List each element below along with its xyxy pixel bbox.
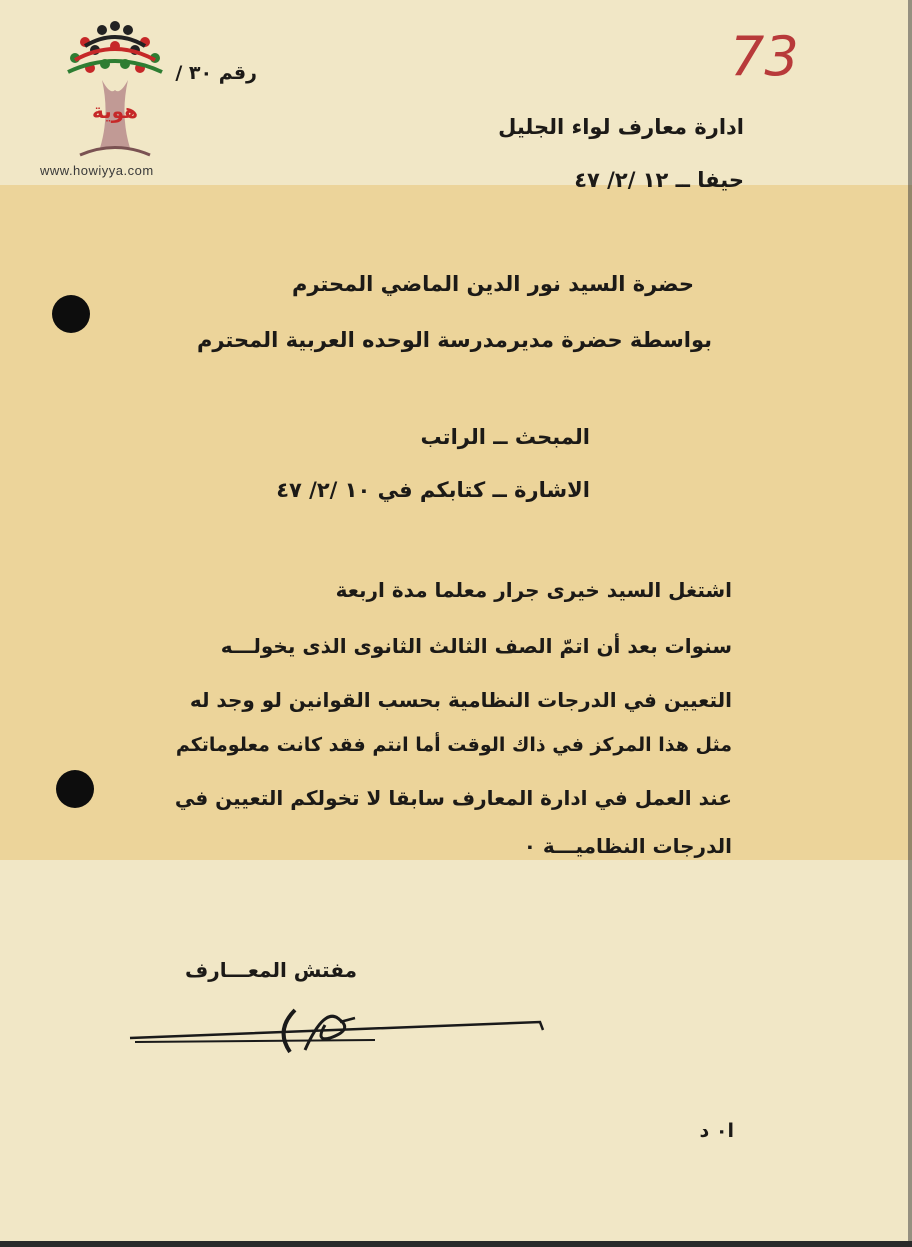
- body-line-3: التعيين في الدرجات النظامية بحسب القوانين لو وجد له: [189, 688, 732, 712]
- handwritten-signature: [125, 1000, 555, 1070]
- footer-initials: ا٠ د: [699, 1120, 734, 1142]
- scan-edge-right: [908, 0, 912, 1247]
- body-line-2: سنوات بعد أن اتمّ الصف الثالث الثانوى الذى يخولـــه: [220, 634, 732, 658]
- scan-edge-bottom: [0, 1241, 912, 1247]
- punch-hole-bottom: [56, 770, 94, 808]
- recipient-line-2: بواسطة حضرة مديرمدرسة الوحده العربية المحترم: [196, 328, 712, 352]
- subject-topic: المبحث ــ الراتب: [420, 425, 590, 449]
- signatory-title: مفتش المعـــارف: [184, 958, 357, 982]
- body-line-4: مثل هذا المركز في ذاك الوقت أما انتم فقد كانت معلوماتكم: [175, 734, 732, 756]
- brand-url: www.howiyya.com: [40, 163, 154, 178]
- ref-number: رقم ٣٠ /: [175, 62, 257, 84]
- recipient-line-1: حضرة السيد نور الدين الماضي المحترم: [291, 272, 694, 296]
- logo-wordmark: هوية: [91, 99, 139, 123]
- body-line-5: عند العمل في ادارة المعارف سابقا لا تخولكم التعيين في: [174, 786, 732, 810]
- body-line-1: اشتغل السيد خيرى جرار معلما مدة اربعة: [335, 578, 732, 602]
- howiyya-logo: [40, 20, 190, 180]
- logo-people: [68, 21, 162, 73]
- place-date: حيفا ــ ١٢ /٢/ ٤٧: [574, 168, 744, 192]
- punch-hole-top: [52, 295, 90, 333]
- subject-reference: الاشارة ــ كتابكم في ١٠ /٢/ ٤٧: [276, 478, 590, 502]
- office-name: ادارة معارف لواء الجليل: [498, 115, 744, 139]
- page-number: 73: [730, 25, 799, 88]
- body-line-6: الدرجات النظاميـــة ٠: [523, 834, 732, 858]
